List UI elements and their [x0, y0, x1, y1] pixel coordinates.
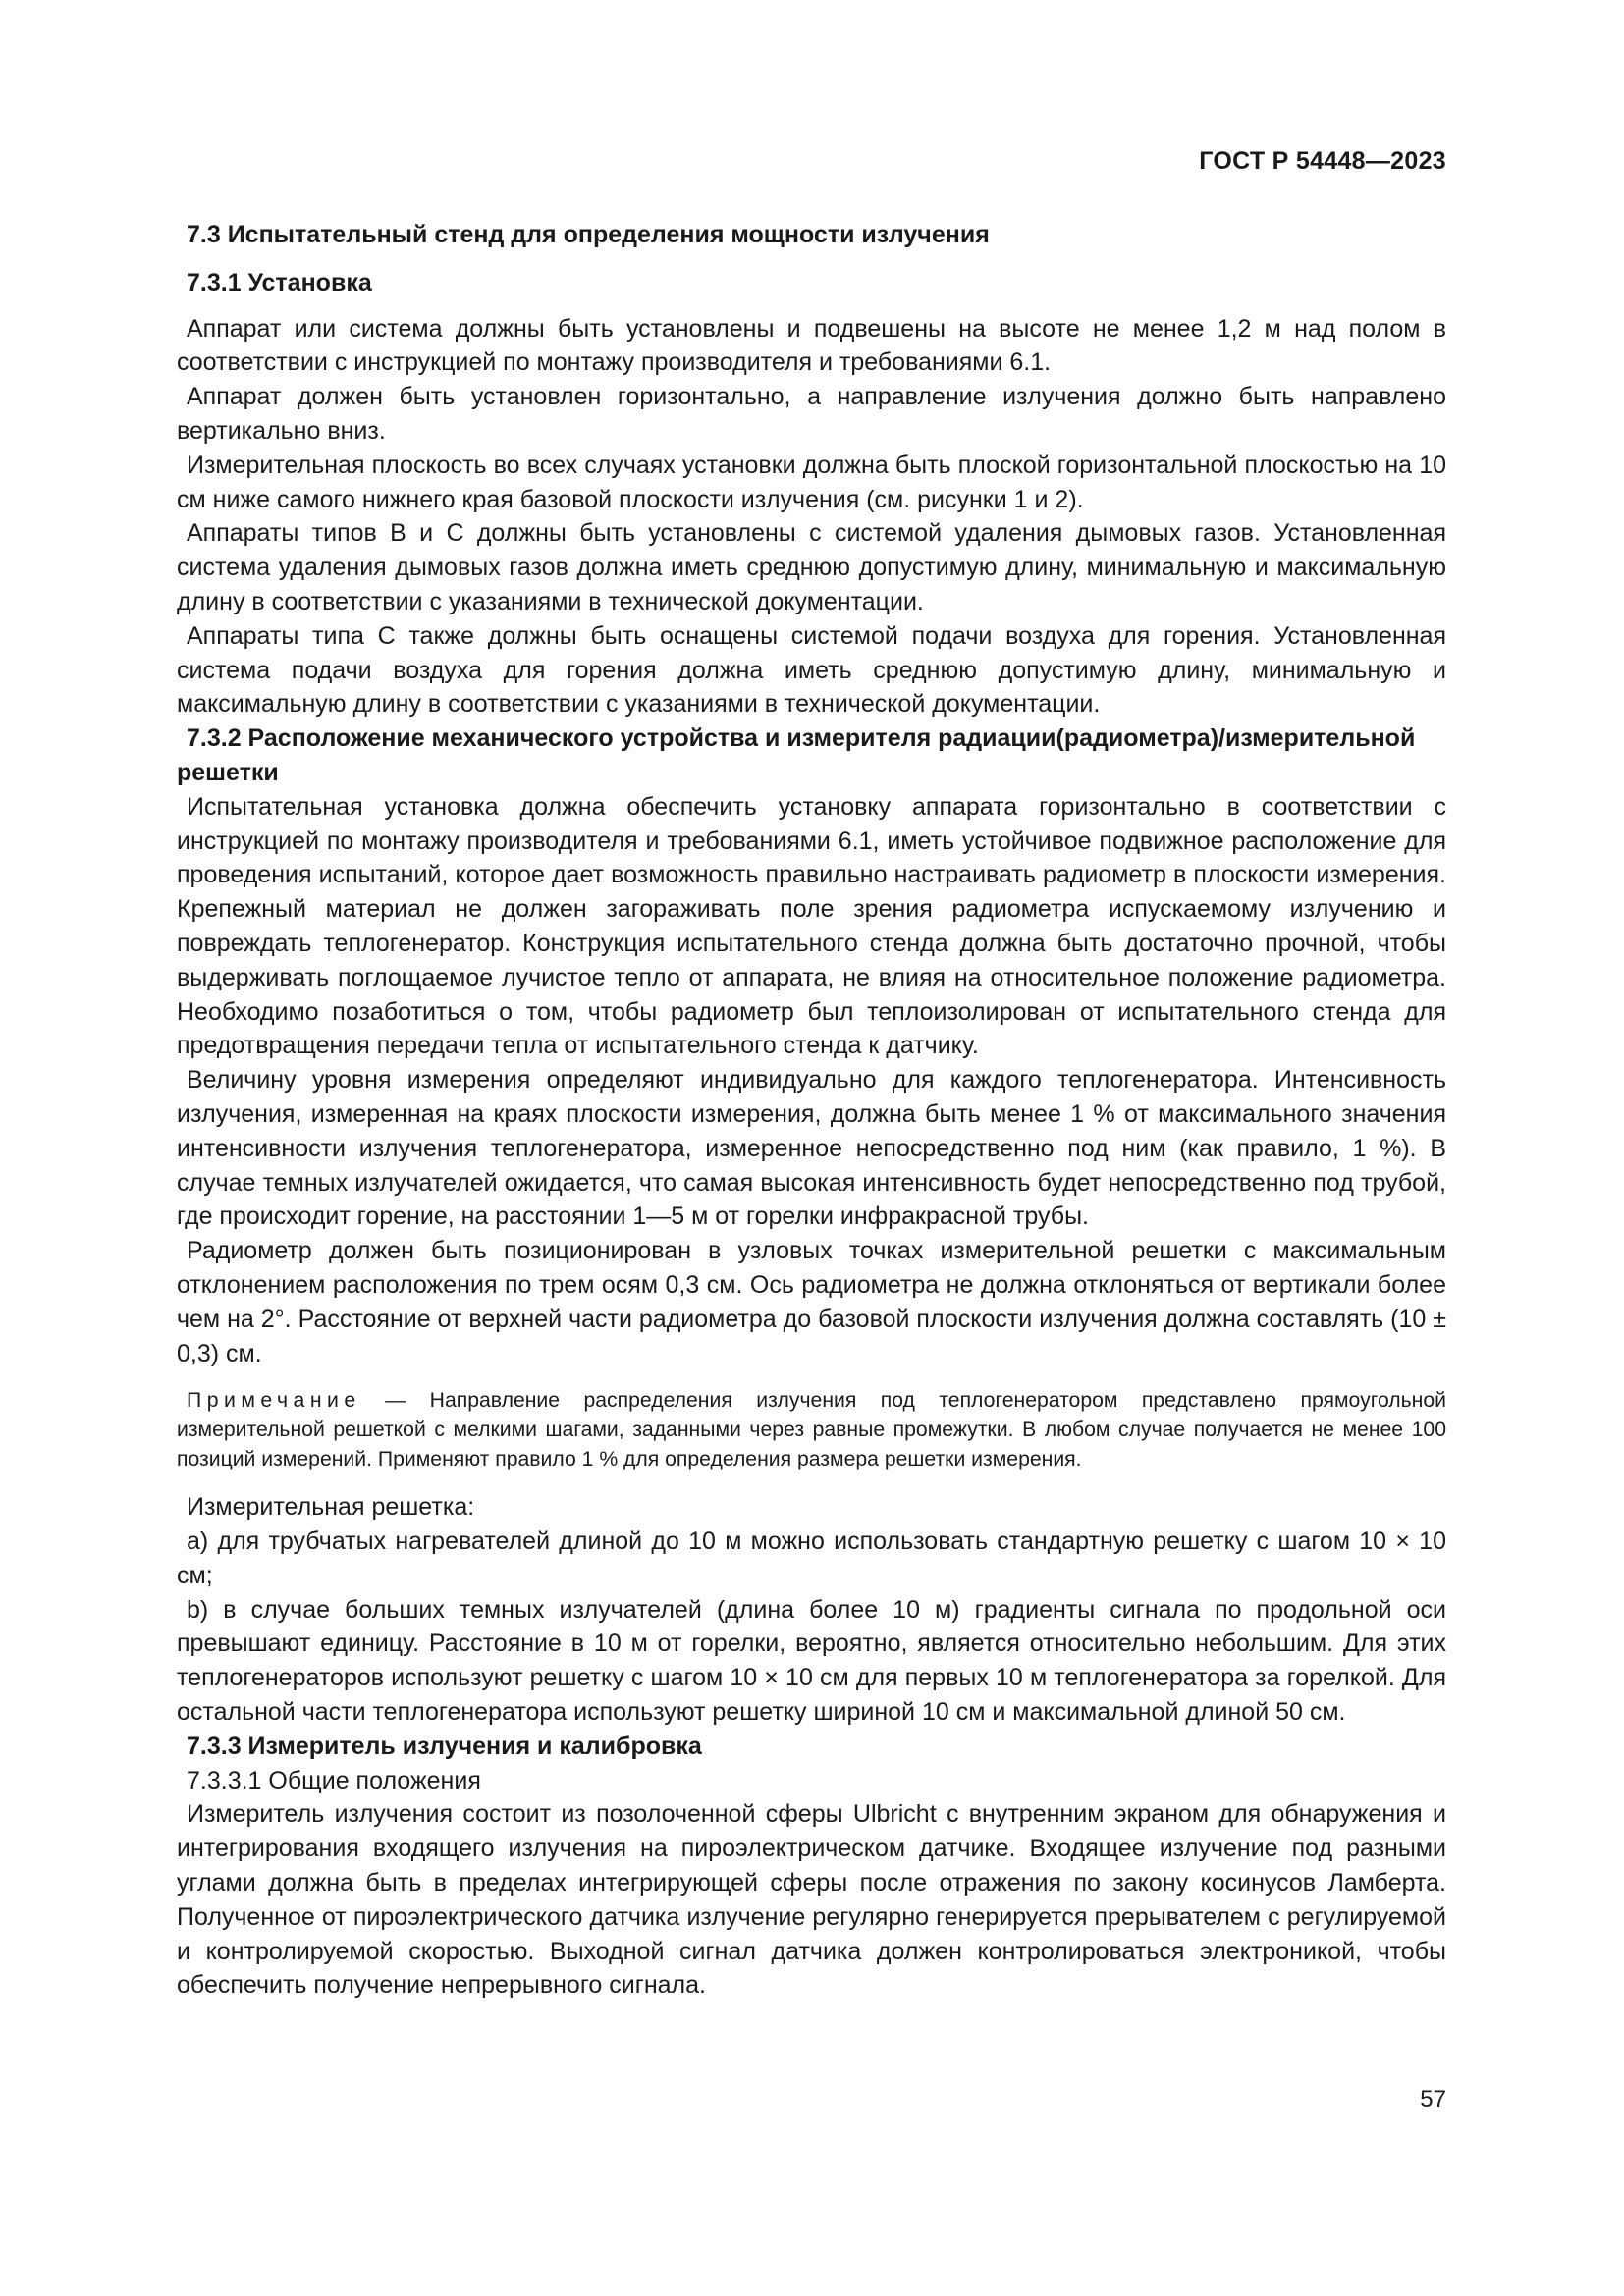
- paragraph: Измерительная плоскость во всех случаях установки должна быть плоской горизонтальной плоскостью на 10 см ниже самого нижнего края базовой плоскости излучения (см. рисунки 1 и 2).: [177, 451, 1446, 513]
- note-text: — Направление распределения излучения под теплогенератором представлено прямоугольной измерительной решеткой с мелкими шагами, заданными через равные промежутки. В любом случае получается не менее 100 позиций измерений. Применяют правило 1 % для определения размера решетки измерения.: [177, 1389, 1446, 1471]
- section-7-3-title: 7.3 Испытательный стенд для определения мощности излучения: [187, 221, 990, 248]
- page-number: 57: [1420, 2086, 1446, 2112]
- paragraph: Аппараты типа С также должны быть оснащены системой подачи воздуха для горения. Установленная система подачи воздуха для горения должна иметь среднюю допустимую длину, минимальную и максимальную длину в соответствии с указаниями в технической документации.: [177, 621, 1446, 719]
- note: [177, 1386, 1446, 1474]
- paragraph: Испытательная установка должна обеспечить установку аппарата горизонтально в соответствии с инструкцией по монтажу производителя и требованиями 6.1, иметь устойчивое подвижное расположение для проведения испытаний, которое дает возможность правильно настраивать радиометр в плоскости измерения. Крепежный материал не должен загораживать поле зрения радиометра испускаемому излучению и повреждать теплогенератор. Конструкция испытательного стенда должна быть достаточно прочной, чтобы выдерживать поглощаемое лучистое тепло от аппарата, не влияя на относительное положение радиометра. Необходимо позаботиться о том, чтобы радиометр был теплоизолирован от испытательного стенда для предотвращения передачи тепла от испытательного стенда к датчику.: [177, 792, 1446, 1060]
- list-item: b) в случае больших темных излучателей (длина более 10 м) градиенты сигнала по продольной оси превышают единицу. Расстояние в 10 м от горелки, вероятно, является относительно небольшим. Для этих теплогенераторов используют решетку с шагом 10 × 10 см для первых 10 м теплогенератора за горелкой. Для остальной части теплогенератора используют решетку шириной 10 см и максимальной длиной 50 см.: [177, 1595, 1446, 1727]
- grid-intro: Измерительная решетка:: [187, 1493, 475, 1522]
- paragraph: Аппарат или система должны быть установлены и подвешены на высоте не менее 1,2 м над полом в соответствии с инструкцией по монтажу производителя и требованиями 6.1.: [177, 314, 1446, 377]
- paragraph: Величину уровня измерения определяют индивидуально для каждого теплогенератора. Интенсивность излучения, измеренная на краях плоскости измерения, должна быть менее 1 % от максимального значения интенсивности излучения теплогенератора, измеренное непосредственно под ним (как правило, 1 %). В случае темных излучателей ожидается, что самая высокая интенсивность будет непосредственно под трубой, где происходит горение, на расстоянии 1—5 м от горелки инфракрасной трубы.: [177, 1066, 1446, 1231]
- section-7-3-3-title: 7.3.3 Измеритель излучения и калибровка: [187, 1732, 702, 1760]
- paragraph: Аппарат должен быть установлен горизонтально, а направление излучения должно быть направлено вертикально вниз.: [177, 383, 1446, 445]
- document-body: [177, 218, 1446, 2002]
- section-7-3-2-title: 7.3.2 Расположение механического устройства и измерителя радиации(радиометра)/измерительной решетки: [177, 724, 1416, 786]
- section-7-3-3-1-title: 7.3.3.1 Общие положения: [187, 1766, 481, 1794]
- paragraph: Аппараты типов В и С должны быть установлены с системой удаления дымовых газов. Установленная система удаления дымовых газов должна иметь среднюю допустимую длину, минимальную и максимальную длину в соответствии с указаниями в технической документации.: [177, 519, 1446, 615]
- paragraph: Измеритель излучения состоит из позолоченной сферы Ulbricht с внутренним экраном для обнаружения и интегрирования входящего излучения на пироэлектрическом датчике. Входящее излучение под разными углами должна быть в пределах интегрирующей сферы после отражения по закону косинусов Ламберта. Полученное от пироэлектрического датчика излучение регулярно генерируется прерывателем с регулируемой и контролируемой скоростью. Выходной сигнал датчика должен контролироваться электроникой, чтобы обеспечить получение непрерывного сигнала.: [177, 1800, 1446, 2000]
- list-item: а) для трубчатых нагревателей длиной до 10 м можно использовать стандартную решетку с шагом 10 × 10 см;: [177, 1527, 1446, 1589]
- paragraph: Радиометр должен быть позиционирован в узловых точках измерительной решетки с максимальным отклонением расположения по трем осям 0,3 см. Ось радиометра не должна отклоняться от вертикали более чем на 2°. Расстояние от верхней части радиометра до базовой плоскости излучения должна составлять (10 ± 0,3) см.: [177, 1237, 1446, 1367]
- note-label: Примечание: [187, 1389, 361, 1413]
- section-7-3-1-title: 7.3.1 Установка: [187, 268, 372, 296]
- standard-header: ГОСТ Р 54448—2023: [1199, 147, 1446, 175]
